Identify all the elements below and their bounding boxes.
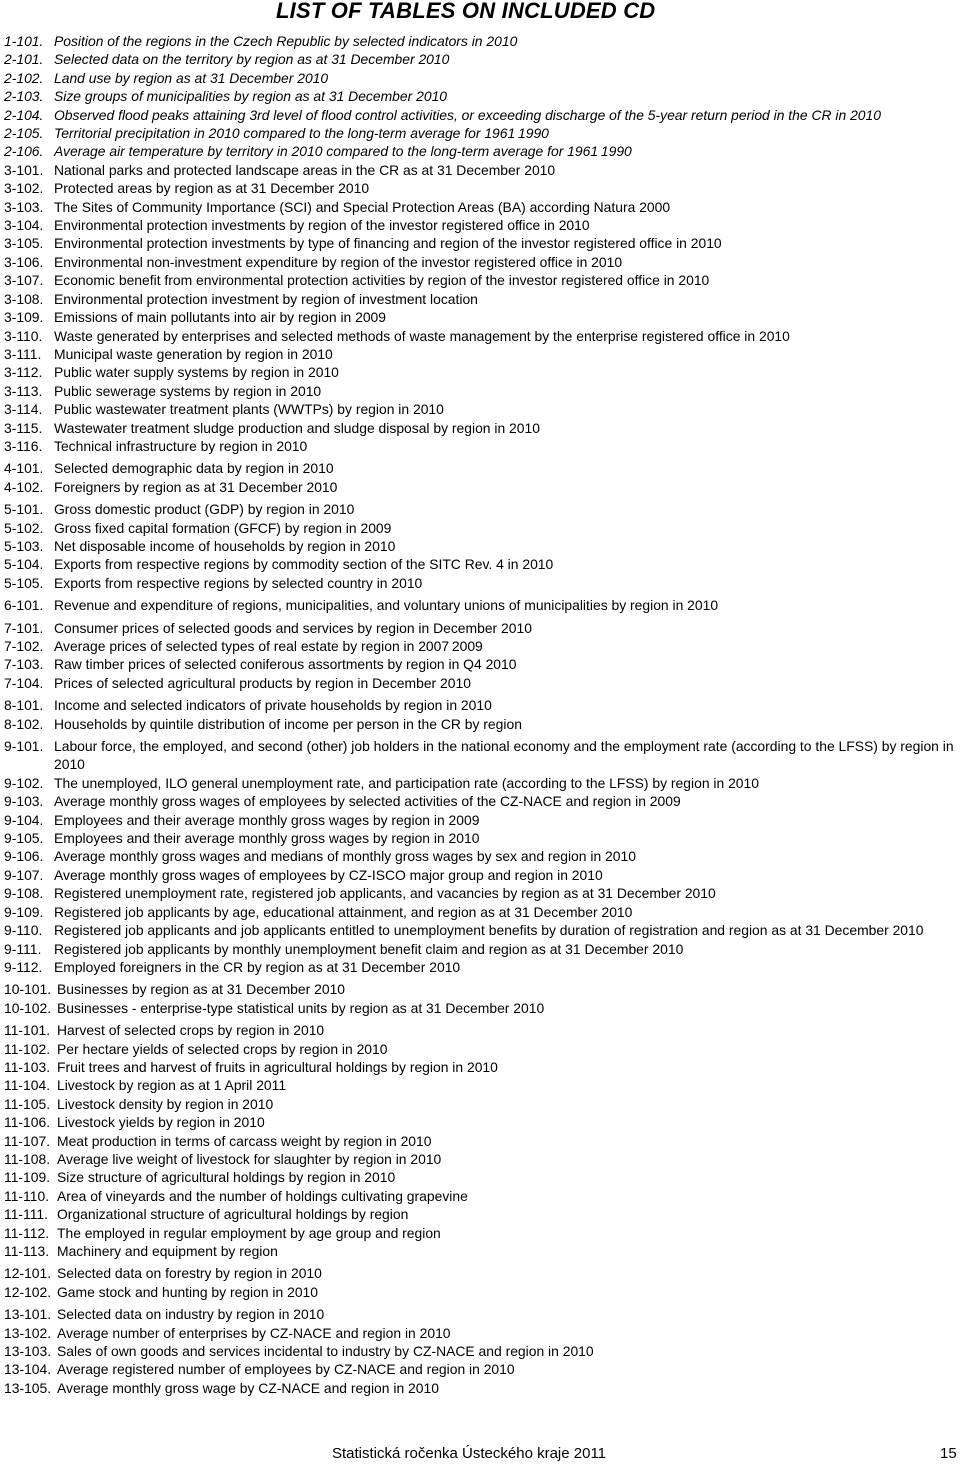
table-number: 7-102. xyxy=(4,638,44,654)
list-item xyxy=(0,774,955,792)
list-item xyxy=(0,106,955,124)
list-item xyxy=(0,290,955,308)
list-item xyxy=(0,1187,955,1205)
table-number: 11-111. xyxy=(4,1206,49,1223)
table-title: Average monthly gross wages of employees by CZ-ISCO major group and region in 2010 xyxy=(54,866,603,883)
table-title: National parks and protected landscape areas in the CR as at 31 December 2010 xyxy=(54,161,556,178)
list-item xyxy=(0,234,955,252)
list-item xyxy=(0,792,955,810)
table-number: 12-101. xyxy=(4,1265,52,1282)
table-title: Public sewerage systems by region in 2010 xyxy=(54,382,322,399)
table-title: Registered job applicants and job applicants entitled to unemployment benefits by duration of registration and region as at 31 December 2010 xyxy=(54,922,924,939)
list-item xyxy=(0,921,955,939)
list-item xyxy=(0,198,955,216)
table-title: Size structure of agricultural holdings by region in 2010 xyxy=(57,1169,396,1186)
table-title: Consumer prices of selected goods and services by region in December 2010 xyxy=(54,619,532,636)
table-number: 5-104. xyxy=(4,556,44,573)
list-item xyxy=(0,655,955,673)
table-number: 5-105. xyxy=(4,574,44,591)
table-title: Selected data on forestry by region in 2010 xyxy=(57,1265,322,1282)
list-item xyxy=(0,142,955,160)
table-title: Selected data on the territory by region as at 31 December 2010 xyxy=(54,51,450,68)
table-title: Employees and their average monthly gross wages by region in 2009 xyxy=(54,811,480,828)
list-item xyxy=(0,1132,955,1150)
table-title: Organizational structure of agricultural holdings by region xyxy=(57,1206,409,1223)
table-number: 11-103. xyxy=(4,1058,51,1075)
list-item xyxy=(0,1168,955,1186)
table-number: 3-108. xyxy=(4,290,44,307)
table-number: 5-101. xyxy=(4,501,44,518)
table-title: Environmental protection investment by region of investment location xyxy=(54,290,478,307)
list-item xyxy=(0,345,955,363)
list-item xyxy=(0,271,955,289)
table-number: 13-104. xyxy=(4,1361,52,1378)
list-item xyxy=(0,696,955,714)
table-number: 3-112. xyxy=(4,364,43,381)
table-number: 2-106. xyxy=(4,143,44,160)
table-title: Registered job applicants by age, educational attainment, and region as at 31 December 2010 xyxy=(54,903,633,920)
table-number: 9-110. xyxy=(4,922,43,939)
table-title: Economic benefit from environmental protection activities by region of the investor registered office in 2010 xyxy=(54,272,710,289)
list-item xyxy=(0,327,955,345)
table-number: 9-106. xyxy=(4,848,44,865)
table-title: Protected areas by region as at 31 December 2010 xyxy=(54,180,370,197)
table-number: 2-101. xyxy=(4,51,44,68)
table-number: 7-103. xyxy=(4,656,44,673)
table-number: 3-114. xyxy=(4,401,43,418)
table-title: Waste generated by enterprises and selected methods of waste management by the enterprise registered office in 2010 xyxy=(54,327,790,344)
table-title: Prices of selected agricultural products by region in December 2010 xyxy=(54,674,471,691)
table-title: Size groups of municipalities by region as at 31 December 2010 xyxy=(54,88,448,105)
list-item xyxy=(0,1283,955,1301)
list-item xyxy=(0,866,955,884)
list-item xyxy=(0,1076,955,1094)
list-item xyxy=(0,478,955,496)
table-title: The unemployed, ILO general unemployment rate, and participation rate (according to the LFSS) by region in 2010 xyxy=(54,774,759,791)
table-number: 13-102. xyxy=(4,1324,52,1341)
table-number: 8-102. xyxy=(4,715,44,732)
table-number: 3-105. xyxy=(4,235,44,252)
table-title: Environmental protection investments by region of the investor registered office in 2010 xyxy=(54,217,590,234)
list-item xyxy=(0,87,955,105)
table-title: Exports from respective regions by selected country in 2010 xyxy=(54,574,423,591)
table-title: Income and selected indicators of private households by region in 2010 xyxy=(54,697,492,714)
list-item xyxy=(0,674,955,692)
table-number: 9-112. xyxy=(4,958,43,975)
table-number: 10-102. xyxy=(4,999,52,1016)
table-title: Raw timber prices of selected coniferous assortments by region in Q4 2010 xyxy=(54,656,517,673)
page-title: LIST OF TABLES ON INCLUDED CD xyxy=(276,0,656,23)
table-number: 5-102. xyxy=(4,519,44,536)
table-number: 4-102. xyxy=(4,478,44,495)
table-number: 11-113. xyxy=(4,1243,50,1259)
table-title: Position of the regions in the Czech Republic by selected indicators in 2010 xyxy=(54,33,518,49)
table-title: Average air temperature by territory in 2010 compared to the long-term average for 1961 1990 xyxy=(54,143,632,160)
table-number: 3-102. xyxy=(4,180,44,197)
list-item xyxy=(0,715,955,733)
table-title: Selected demographic data by region in 2010 xyxy=(54,460,334,477)
page-number: 15 xyxy=(940,1445,957,1462)
table-title: The Sites of Community Importance (SCI) and Special Protection Areas (BA) according Natura 2000 xyxy=(54,198,671,215)
list-item xyxy=(0,1242,955,1260)
table-number: 3-113. xyxy=(4,382,43,399)
list-item xyxy=(0,419,955,437)
table-number: 11-112. xyxy=(4,1224,50,1241)
table-title: Livestock yields by region in 2010 xyxy=(57,1114,265,1131)
table-title: Environmental protection investments by type of financing and region of the investor registered office in 2010 xyxy=(54,235,722,252)
list-item xyxy=(0,216,955,234)
list-item xyxy=(0,32,955,50)
table-title: Average monthly gross wages and medians of monthly gross wages by sex and region in 2010 xyxy=(54,848,636,865)
list-item xyxy=(0,1379,955,1397)
list-item xyxy=(0,308,955,326)
list-item xyxy=(0,382,955,400)
table-title: Emissions of main pollutants into air by region in 2009 xyxy=(54,309,387,326)
list-item xyxy=(0,958,955,976)
list-item xyxy=(0,847,955,865)
table-number: 3-101. xyxy=(4,161,44,178)
list-item xyxy=(0,1324,955,1342)
list-item xyxy=(0,1040,955,1058)
table-number: 4-101. xyxy=(4,460,44,477)
list-item xyxy=(0,1205,955,1223)
table-title: Households by quintile distribution of income per person in the CR by region xyxy=(54,715,522,732)
table-title: Employed foreigners in the CR by region as at 31 December 2010 xyxy=(54,958,461,975)
table-title: Labour force, the employed, and second (other) job holders in the national economy and the employment rate (according to the LFSS) by region in 2010 xyxy=(54,738,954,773)
table-number: 2-105. xyxy=(4,125,44,142)
table-title: The employed in regular employment by age group and region xyxy=(57,1224,441,1241)
table-title: Area of vineyards and the number of holdings cultivating grapevine xyxy=(57,1187,468,1204)
table-title: Average number of enterprises by CZ-NACE and region in 2010 xyxy=(57,1324,451,1341)
table-number: 3-116. xyxy=(4,437,43,454)
table-number: 3-115. xyxy=(4,419,43,436)
table-title: Gross fixed capital formation (GFCF) by region in 2009 xyxy=(54,519,392,536)
table-number: 9-111. xyxy=(4,940,42,957)
table-number: 3-104. xyxy=(4,217,44,234)
table-number: 1-101. xyxy=(4,33,44,49)
list-item xyxy=(0,50,955,68)
table-number: 11-104. xyxy=(4,1077,51,1094)
table-title: Selected data on industry by region in 2010 xyxy=(57,1306,325,1323)
table-number: 7-104. xyxy=(4,674,44,691)
list-item xyxy=(0,1150,955,1168)
table-number: 11-106. xyxy=(4,1114,51,1131)
table-number: 9-101. xyxy=(4,738,44,755)
table-title: Observed flood peaks attaining 3rd level of flood control activities, or exceeding discharge of the 5-year return period in the CR in 2010 xyxy=(54,106,881,123)
table-title: Exports from respective regions by commodity section of the SITC Rev. 4 in 2010 xyxy=(54,556,554,573)
list-item xyxy=(0,1342,955,1360)
table-title: Livestock by region as at 1 April 2011 xyxy=(57,1077,287,1094)
table-number: 11-108. xyxy=(4,1150,51,1167)
table-title: Livestock density by region in 2010 xyxy=(57,1095,274,1112)
list-item xyxy=(0,161,955,179)
table-number: 12-102. xyxy=(4,1283,52,1300)
table-title: Registered unemployment rate, registered job applicants, and vacancies by region as at 31 December 2010 xyxy=(54,885,716,902)
table-title: Net disposable income of households by region in 2010 xyxy=(54,537,396,554)
list-item xyxy=(0,1095,955,1113)
list-item xyxy=(0,1113,955,1131)
list-item xyxy=(0,1305,955,1323)
list-item xyxy=(0,596,955,614)
table-title: Territorial precipitation in 2010 compared to the long-term average for 1961 1990 xyxy=(54,125,549,142)
table-number: 9-104. xyxy=(4,811,44,828)
table-number: 9-109. xyxy=(4,903,44,920)
table-number: 13-101. xyxy=(4,1306,52,1323)
table-number: 11-109. xyxy=(4,1169,51,1186)
table-title: Public wastewater treatment plants (WWTPs) by region in 2010 xyxy=(54,401,444,418)
table-title: Businesses - enterprise-type statistical units by region as at 31 December 2010 xyxy=(57,999,545,1016)
table-title: Average monthly gross wages of employees by selected activities of the CZ-NACE and region in 2009 xyxy=(54,793,681,810)
table-number: 11-107. xyxy=(4,1132,51,1149)
table-title: Average registered number of employees by CZ-NACE and region in 2010 xyxy=(57,1361,515,1378)
table-number: 9-103. xyxy=(4,793,44,810)
table-number: 6-101. xyxy=(4,597,44,614)
table-title: Gross domestic product (GDP) by region in 2010 xyxy=(54,501,355,518)
table-title: Businesses by region as at 31 December 2010 xyxy=(57,981,346,998)
list-item xyxy=(0,903,955,921)
list-item xyxy=(0,1224,955,1242)
table-number: 3-103. xyxy=(4,198,44,215)
list-item xyxy=(0,884,955,902)
table-title: Machinery and equipment by region xyxy=(57,1243,278,1259)
table-title: Average monthly gross wage by CZ-NACE and region in 2010 xyxy=(57,1379,439,1396)
list-item xyxy=(0,363,955,381)
table-number: 11-110. xyxy=(4,1187,50,1204)
table-title: Foreigners by region as at 31 December 2010 xyxy=(54,478,338,495)
table-number: 2-104. xyxy=(4,106,44,123)
list-item xyxy=(0,1021,955,1039)
list-item xyxy=(0,999,955,1017)
table-number: 11-105. xyxy=(4,1095,51,1112)
table-title: Meat production in terms of carcass weight by region in 2010 xyxy=(57,1132,432,1149)
list-item xyxy=(0,940,955,958)
table-number: 3-107. xyxy=(4,272,44,289)
list-item xyxy=(0,1264,955,1282)
list-item xyxy=(0,619,955,637)
list-item xyxy=(0,519,955,537)
table-title: Wastewater treatment sludge production and sludge disposal by region in 2010 xyxy=(54,419,540,436)
table-number: 8-101. xyxy=(4,697,44,714)
table-title: Environmental non-investment expenditure by region of the investor registered office in 2010 xyxy=(54,253,623,270)
list-item xyxy=(0,737,955,774)
footer-publication: Statistická ročenka Ústeckého kraje 2011 xyxy=(332,1445,607,1462)
list-item xyxy=(0,500,955,518)
table-number: 9-108. xyxy=(4,885,44,902)
table-title: Technical infrastructure by region in 2010 xyxy=(54,437,308,454)
list-item xyxy=(0,829,955,847)
table-title: Average prices of selected types of real estate by region in 2007 2009 xyxy=(54,638,483,654)
table-number: 2-102. xyxy=(4,69,44,86)
table-number: 5-103. xyxy=(4,537,44,554)
list-item xyxy=(0,400,955,418)
list-item xyxy=(0,437,955,455)
list-item xyxy=(0,253,955,271)
table-number: 13-105. xyxy=(4,1379,52,1396)
list-item xyxy=(0,811,955,829)
table-number: 11-101. xyxy=(4,1022,51,1039)
list-item xyxy=(0,1360,955,1378)
table-title: Employees and their average monthly gross wages by region in 2010 xyxy=(54,830,480,847)
table-number: 3-111. xyxy=(4,345,42,362)
table-number: 3-109. xyxy=(4,309,44,326)
table-number: 9-102. xyxy=(4,774,44,791)
table-number: 10-101. xyxy=(4,981,52,998)
table-title: Average live weight of livestock for slaughter by region in 2010 xyxy=(57,1150,442,1167)
table-number: 3-110. xyxy=(4,327,43,344)
table-number: 11-102. xyxy=(4,1040,51,1057)
table-number: 13-103. xyxy=(4,1343,52,1360)
list-item xyxy=(0,1058,955,1076)
table-title: Registered job applicants by monthly unemployment benefit claim and region as at 31 December 2010 xyxy=(54,940,684,957)
table-number: 9-105. xyxy=(4,830,44,847)
list-item xyxy=(0,124,955,142)
table-title: Game stock and hunting by region in 2010 xyxy=(57,1283,319,1300)
table-number: 9-107. xyxy=(4,866,44,883)
list-item xyxy=(0,179,955,197)
table-title: Revenue and expenditure of regions, municipalities, and voluntary unions of municipalities by region in 2010 xyxy=(54,597,719,614)
list-item xyxy=(0,69,955,87)
table-title: Land use by region as at 31 December 2010 xyxy=(54,69,329,86)
table-title: Public water supply systems by region in 2010 xyxy=(54,364,339,381)
table-list xyxy=(0,32,955,1397)
list-item xyxy=(0,574,955,592)
list-item xyxy=(0,537,955,555)
table-title: Sales of own goods and services incidental to industry by CZ-NACE and region in 2010 xyxy=(57,1343,594,1360)
table-number: 2-103. xyxy=(4,88,44,105)
list-item xyxy=(0,555,955,573)
table-number: 3-106. xyxy=(4,253,44,270)
list-item xyxy=(0,637,955,655)
table-title: Harvest of selected crops by region in 2010 xyxy=(57,1022,325,1039)
table-title: Per hectare yields of selected crops by region in 2010 xyxy=(57,1040,388,1057)
list-item xyxy=(0,459,955,477)
table-number: 7-101. xyxy=(4,619,44,636)
table-title: Fruit trees and harvest of fruits in agricultural holdings by region in 2010 xyxy=(57,1058,498,1075)
list-item xyxy=(0,980,955,998)
table-title: Municipal waste generation by region in 2010 xyxy=(54,345,333,362)
